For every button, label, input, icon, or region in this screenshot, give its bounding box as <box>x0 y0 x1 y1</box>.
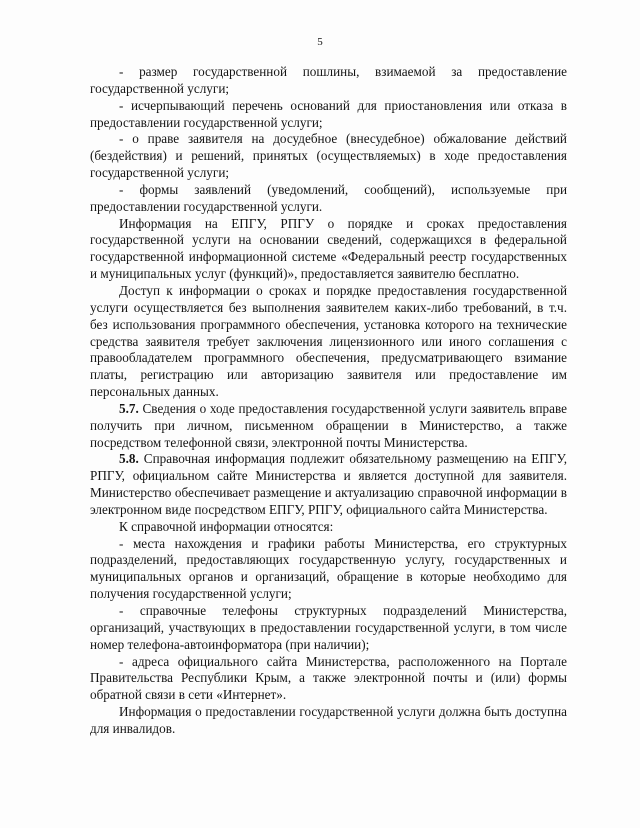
paragraph-text: - справочные телефоны структурных подразделений Министерства, организаций, участвующих в предоставлении государственной услуги, в том числе номер телефона-автоинформатора (при наличии); <box>90 603 567 652</box>
paragraph-text: - исчерпывающий перечень оснований для приостановления или отказа в предоставлении государственной услуги; <box>90 97 567 130</box>
paragraph-access-info <box>90 283 567 401</box>
paragraph-text: Справочная информация подлежит обязательному размещению на ЕПГУ, РПГУ, официальном сайте Министерства и является доступной для заявителя. Министерство обеспечивает размещение и актуализацию справочной информации в электронном виде посредством ЕПГУ, РПГУ, официального сайта Министерства. <box>90 451 567 517</box>
page-number: 5 <box>317 36 323 48</box>
paragraph-text: - размер государственной пошлины, взимаемой за предоставление государственной услуги; <box>90 64 567 96</box>
paragraph-website <box>90 654 567 705</box>
paragraph-text: Сведения о ходе предоставления государственной услуги заявитель вправе получить при личном, письменном обращении в Министерство, а также посредством телефонной связи, электронной почты Министерства. <box>90 400 567 450</box>
paragraph-text: - формы заявлений (уведомлений, сообщений), используемые при предоставлении государственной услуги. <box>90 181 567 214</box>
paragraph-reference-intro <box>90 519 567 536</box>
paragraph-phones <box>90 603 567 654</box>
paragraph-state-fee <box>90 64 567 98</box>
paragraph-5-8 <box>90 451 567 518</box>
section-number: 5.8. <box>119 451 139 467</box>
paragraph-text: Доступ к информации о сроках и порядке предоставления государственной услуги осуществляется без выполнения заявителем каких-либо требований, в т.ч. без использования программного обеспечения, установка которого на технические средства заявителя требует заключения лицензионного или иного соглашения с правообладателем программного обеспечения, предусматривающего взимание платы, регистрацию или авторизацию заявителя или предоставление им персональных данных. <box>90 282 567 400</box>
paragraph-text: К справочной информации относятся: <box>119 518 334 534</box>
paragraph-refusal-grounds <box>90 98 567 132</box>
paragraph-accessibility <box>90 704 567 738</box>
paragraph-5-7 <box>90 401 567 452</box>
document-body <box>90 64 567 738</box>
paragraph-epgu-info <box>90 216 567 283</box>
paragraph-text: - адреса официального сайта Министерства, расположенного на Портале Правительства Республики Крым, а также электронной почты и (или) формы обратной связи в сети «Интернет». <box>90 653 567 703</box>
paragraph-text: Информация на ЕПГУ, РПГУ о порядке и сроках предоставления государственной услуги на основании сведений, содержащихся в федеральной государственной информационной системе «Федеральный реестр государственных и муниципальных услуг (функций)», предоставляется заявителю бесплатно. <box>90 215 567 282</box>
section-number: 5.7. <box>119 400 139 416</box>
paragraph-text: Информация о предоставлении государственной услуги должна быть доступна для инвалидов. <box>90 704 567 736</box>
paragraph-text: - о праве заявителя на досудебное (внесудебное) обжалование действий (бездействия) и решений, принятых (осуществляемых) в ходе предоставления государственной услуги; <box>90 131 567 181</box>
paragraph-application-forms <box>90 182 567 216</box>
paragraph-text: - места нахождения и графики работы Министерства, его структурных подразделений, предоставляющих государственную услугу, государственных и муниципальных органов и организаций, обращение в которые необходимо для получения государственной услуги; <box>90 535 567 602</box>
paragraph-locations <box>90 536 567 603</box>
paragraph-appeal-right <box>90 131 567 182</box>
